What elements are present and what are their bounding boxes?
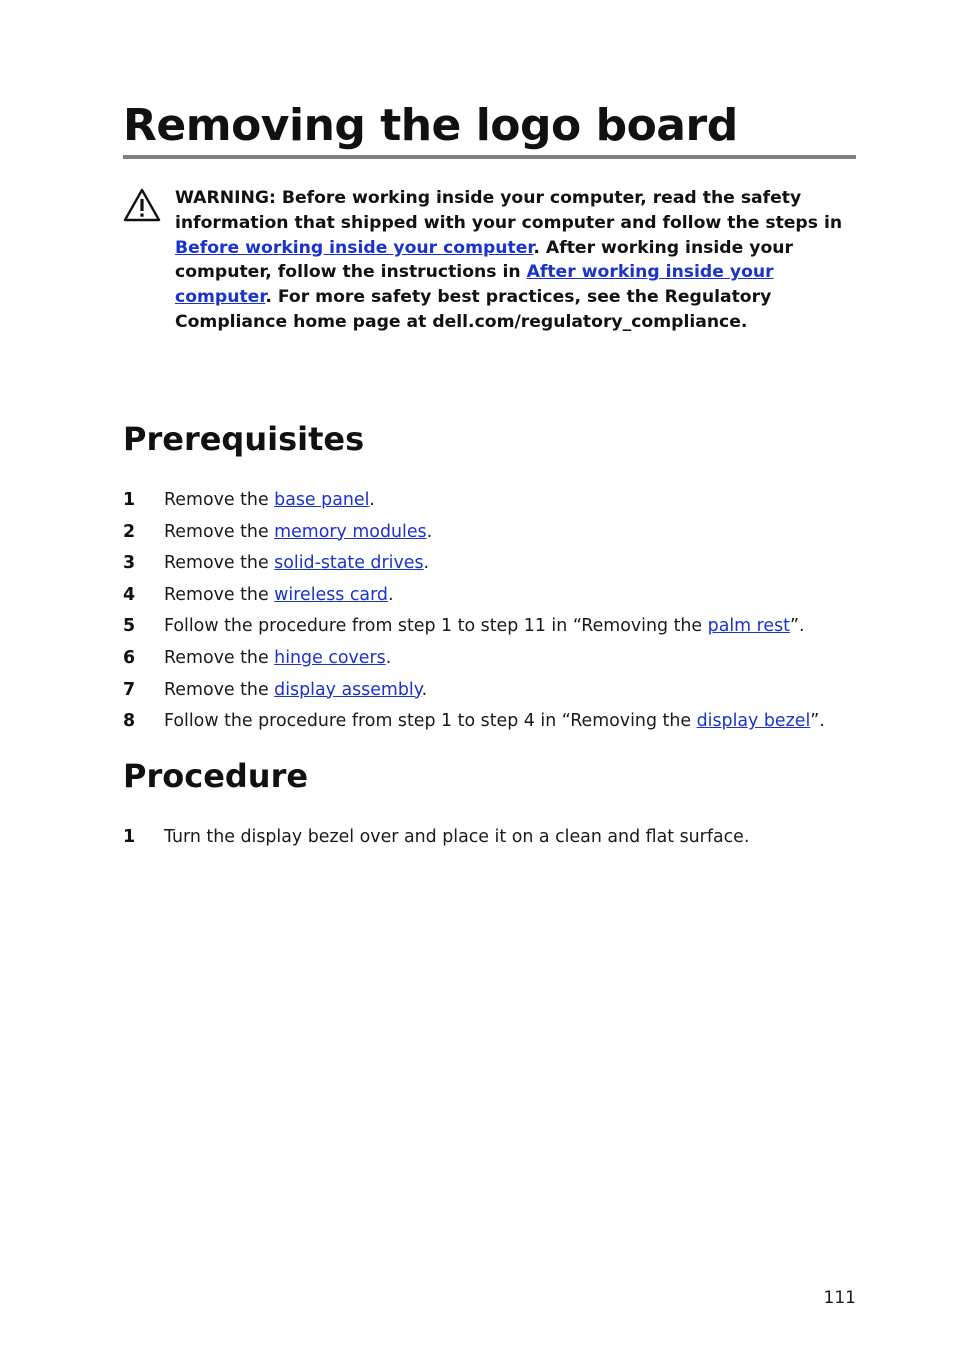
step-text (164, 584, 394, 606)
procedure-heading: Procedure (123, 757, 309, 795)
step-text-before: Follow the procedure from step 1 to step 11 in “Removing the (164, 616, 708, 637)
step-text (164, 521, 432, 543)
step-number: 7 (123, 679, 136, 700)
step-text-after: ”. (790, 616, 805, 637)
step-text-after: . (423, 553, 430, 574)
step-text-after: . (421, 679, 428, 700)
list-item (123, 647, 863, 679)
list-item (123, 710, 863, 742)
step-number: 1 (123, 827, 136, 847)
list-item (123, 826, 863, 858)
step-number: 4 (123, 584, 136, 605)
warning-notice (175, 186, 855, 335)
step-text-before: Remove the (164, 521, 275, 542)
warning-triangle-icon (123, 188, 161, 222)
link-display-assembly[interactable]: display assembly (274, 679, 422, 700)
step-text-before: Remove the (164, 679, 275, 700)
warning-text-before: Before working inside your computer, read the safety information that shipped with your computer and follow the steps in (175, 188, 843, 233)
prerequisites-heading: Prerequisites (123, 420, 365, 458)
step-text-before: Remove the (164, 647, 275, 668)
step-number: 1 (123, 490, 136, 510)
warning-text-after: . For more safety best practices, see the Regulatory Compliance home page at dell.com/regulatory_compliance. (175, 287, 772, 332)
step-text-before: Remove the (164, 584, 275, 605)
step-number: 8 (123, 711, 136, 732)
step-text-before: Remove the (164, 490, 275, 510)
step-text-after: . (426, 521, 433, 542)
step-text (164, 679, 427, 701)
link-memory-modules[interactable]: memory modules (274, 521, 427, 542)
step-number: 6 (123, 647, 136, 668)
warning-label: WARNING: (175, 188, 276, 208)
page-title: Removing the logo board (123, 100, 738, 151)
procedure-list (123, 826, 863, 858)
link-wireless-card[interactable]: wireless card (274, 584, 388, 605)
list-item (123, 521, 863, 553)
link-solid-state-drives[interactable]: solid-state drives (274, 553, 424, 574)
warning-text-mid: . After working inside your computer, follow the instructions in (175, 237, 793, 283)
step-number: 3 (123, 553, 136, 574)
step-text-before: Follow the procedure from step 1 to step 4 in “Removing the (164, 711, 697, 732)
link-hinge-covers[interactable]: hinge covers (274, 647, 386, 668)
title-rule (123, 155, 856, 159)
step-text (164, 710, 825, 732)
step-text-after: ”. (810, 711, 825, 732)
link-before-working[interactable]: Before working inside your computer (175, 237, 534, 258)
step-text (164, 615, 805, 637)
link-palm-rest[interactable]: palm rest (707, 616, 790, 637)
step-number: 2 (123, 521, 136, 542)
step-text: Turn the display bezel over and place it on a clean and flat surface. (164, 827, 750, 847)
step-text (164, 647, 391, 669)
prerequisites-list (123, 489, 863, 742)
step-text-before: Remove the (164, 553, 275, 574)
page-number: 111 (823, 1288, 856, 1308)
list-item (123, 679, 863, 711)
link-after-working[interactable]: After working inside your computer (175, 262, 774, 308)
step-number: 5 (123, 616, 136, 637)
link-base-panel[interactable]: base panel (274, 490, 370, 510)
step-text-after: . (385, 647, 392, 668)
step-text (164, 552, 429, 574)
step-text-after: . (387, 584, 394, 605)
step-text-after: . (369, 490, 375, 510)
list-item (123, 615, 863, 647)
step-text (164, 489, 375, 511)
list-item (123, 584, 863, 616)
list-item (123, 552, 863, 584)
link-display-bezel[interactable]: display bezel (696, 711, 811, 732)
list-item (123, 489, 863, 521)
